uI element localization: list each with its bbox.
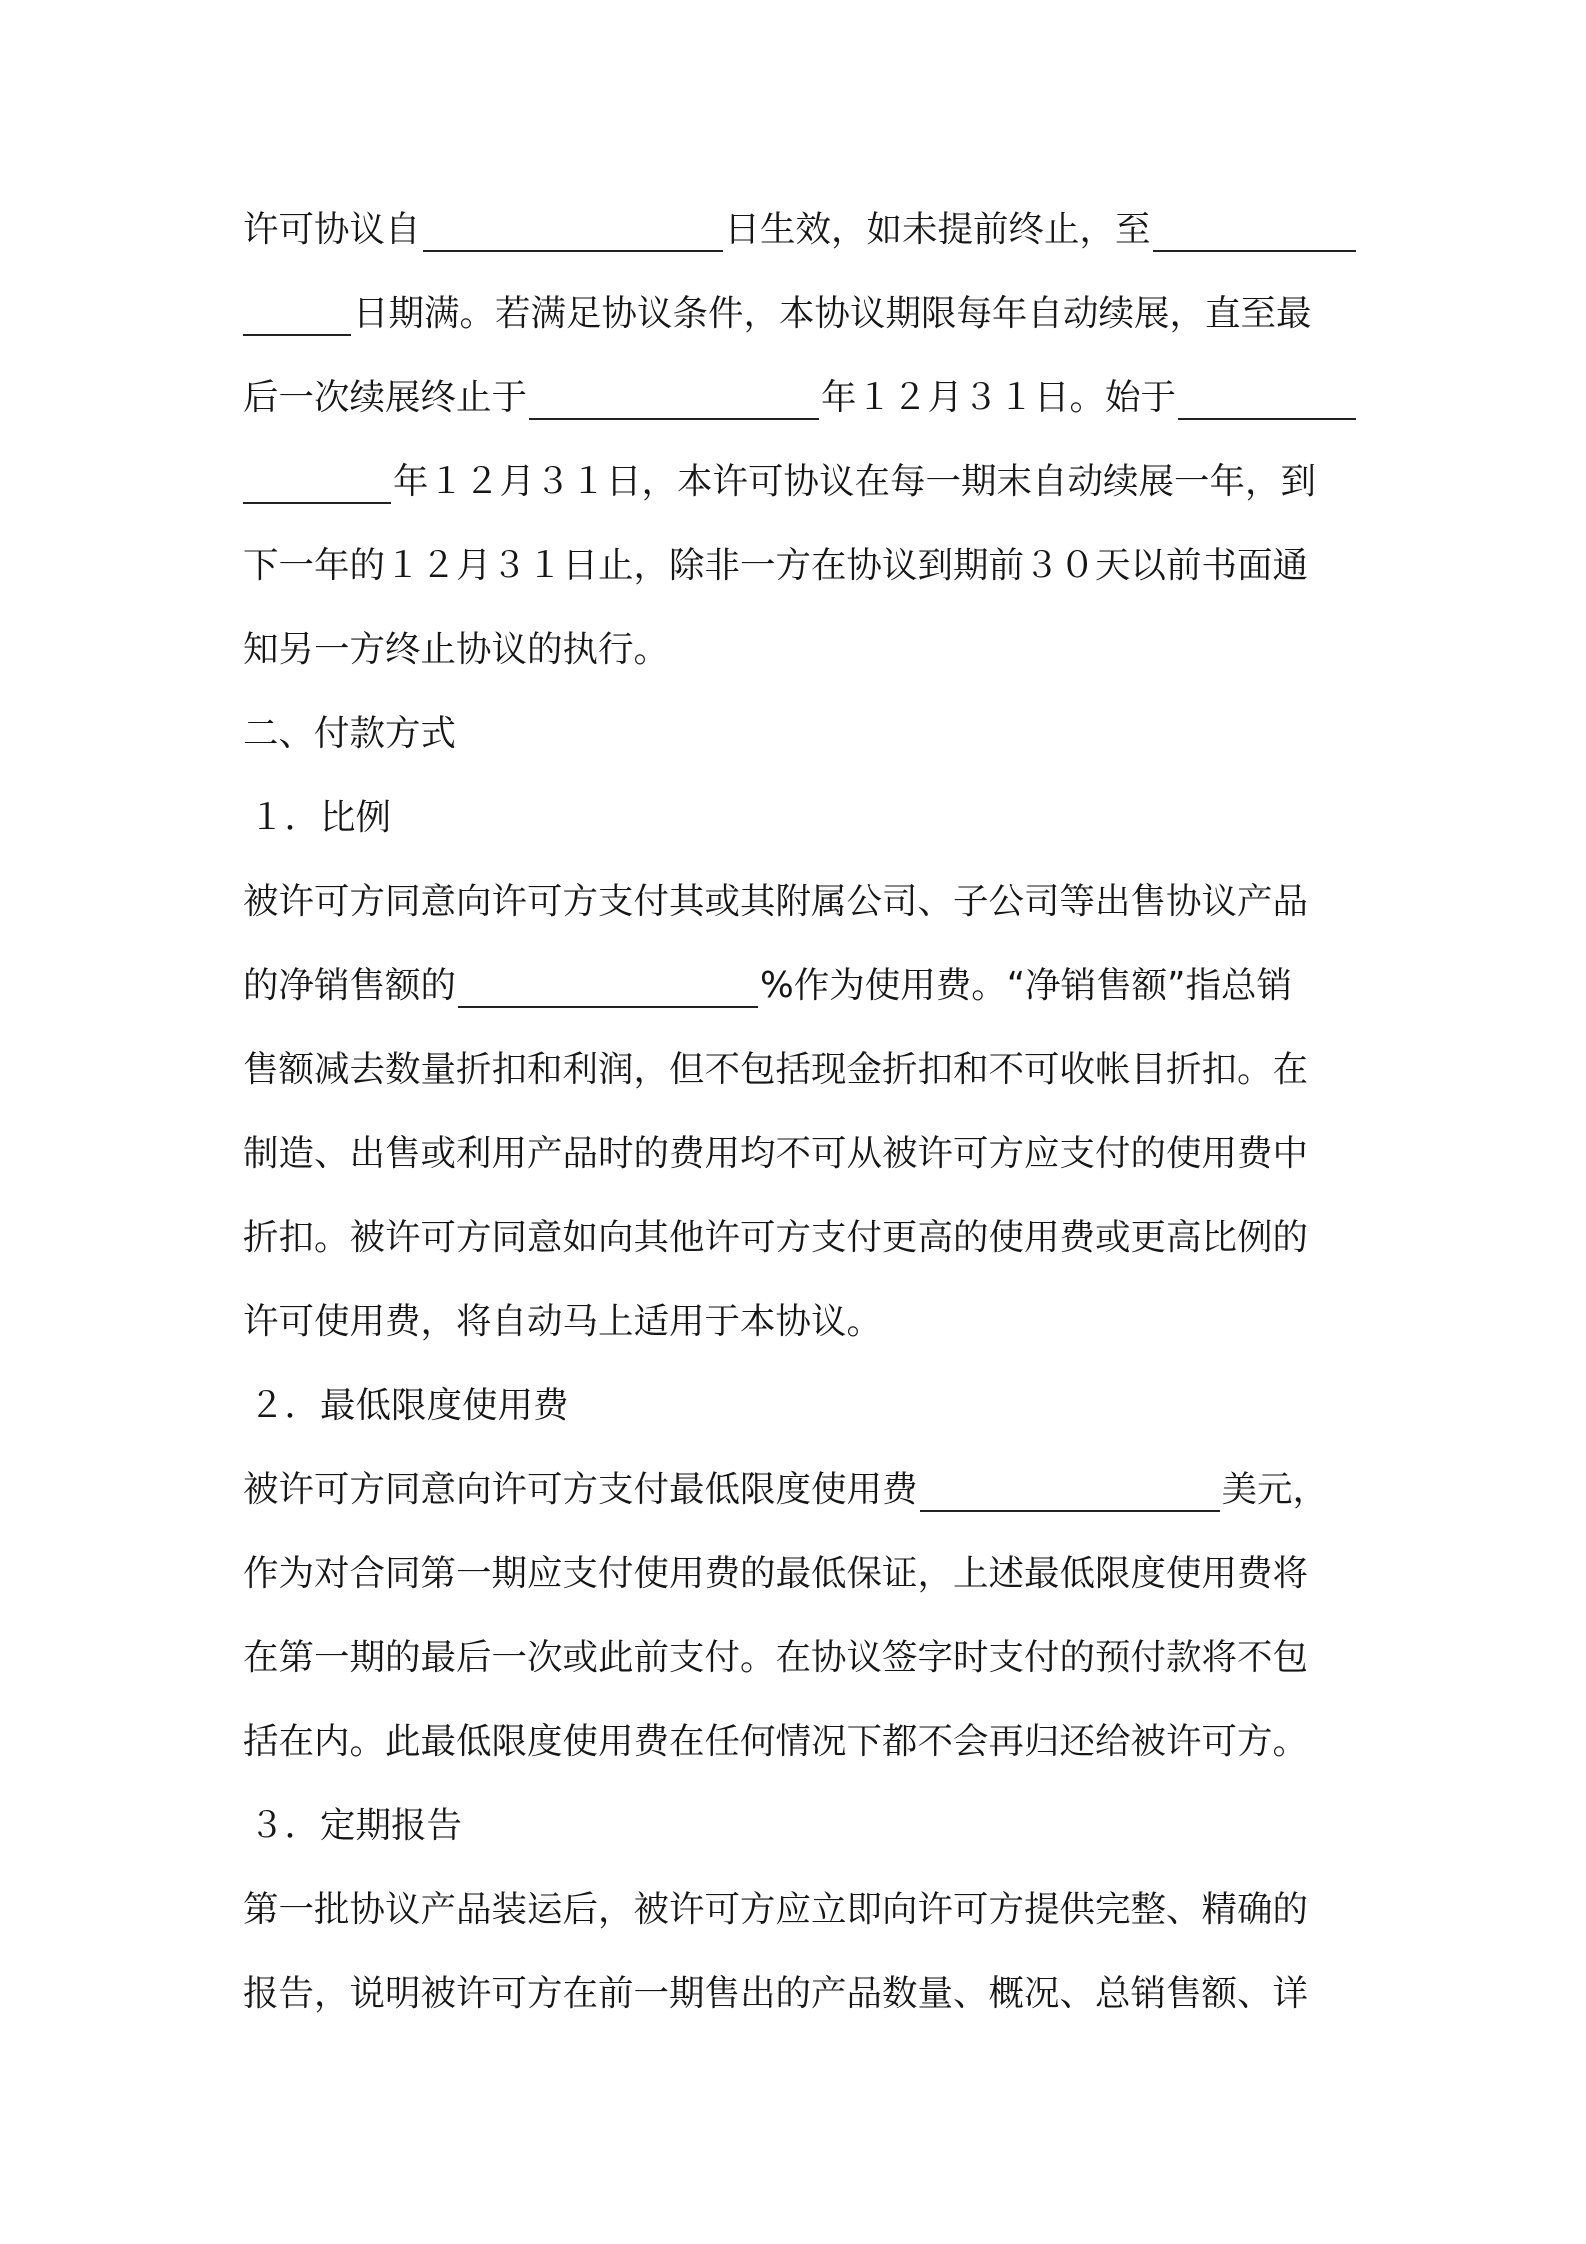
fill-blank-start-year-cont[interactable] [243,452,391,504]
text-line [243,1880,1358,1964]
text-line [243,536,1358,620]
text-line [243,452,1358,536]
text-segment: 在第一期的最后一次或此前支付。在协议签字时支付的预付款将不包 [243,1637,1309,1678]
fill-blank-end-date-cont[interactable] [243,284,351,336]
text-line [243,284,1358,368]
text-line [243,1544,1358,1628]
text-segment: 许可协议自 [243,209,421,250]
fill-blank-last-renewal-year[interactable] [529,368,819,420]
text-line [243,1628,1358,1712]
text-segment: 售额减去数量折扣和利润，但不包括现金折扣和不可收帐目折扣。在 [243,1049,1309,1090]
subsection-heading [243,1376,1358,1460]
text-segment: 折扣。被许可方同意如向其他许可方支付更高的使用费或更高比例的 [243,1217,1309,1258]
text-segment: 日期满。若满足协议条件，本协议期限每年自动续展，直至最 [353,293,1312,334]
fill-blank-effective-date[interactable] [423,200,723,252]
text-segment: １．比例 [249,797,392,838]
subsection-heading [243,788,1358,872]
text-segment: %作为使用费。“净销售额”指总销 [760,965,1293,1006]
text-segment: 的净销售额的 [243,965,457,1006]
text-line [243,200,1358,284]
text-line [243,956,1358,1040]
fill-blank-end-date[interactable] [1153,200,1356,252]
text-segment: ３．定期报告 [249,1805,463,1846]
fill-blank-royalty-percent[interactable] [458,956,758,1008]
text-segment: 被许可方同意向许可方支付其或其附属公司、子公司等出售协议产品 [243,881,1309,922]
document-page [243,200,1358,2048]
text-line [243,1208,1358,1292]
text-segment: 第一批协议产品装运后，被许可方应立即向许可方提供完整、精确的 [243,1889,1309,1930]
text-line [243,1964,1358,2048]
text-segment: ２．最低限度使用费 [249,1385,569,1426]
text-line [243,1124,1358,1208]
text-segment: 二、付款方式 [243,713,457,754]
text-line [243,872,1358,956]
text-segment: 许可使用费，将自动马上适用于本协议。 [243,1301,883,1342]
text-segment: 括在内。此最低限度使用费在任何情况下都不会再归还给被许可方。 [243,1721,1309,1762]
text-segment: 作为对合同第一期应支付使用费的最低保证，上述最低限度使用费将 [243,1553,1309,1594]
section-heading [243,704,1358,788]
text-segment: 年１２月３１日。始于 [821,377,1177,418]
text-line [243,1712,1358,1796]
text-line [243,1040,1358,1124]
fill-blank-minimum-royalty[interactable] [920,1460,1220,1512]
text-line [243,620,1358,704]
text-segment: 美元， [1221,1469,1329,1510]
fill-blank-start-year[interactable] [1178,368,1356,420]
text-segment: 被许可方同意向许可方支付最低限度使用费 [243,1469,918,1510]
text-line [243,1292,1358,1376]
text-segment: 制造、出售或利用产品时的费用均不可从被许可方应支付的使用费中 [243,1133,1309,1174]
text-segment: 年１２月３１日，本许可协议在每一期末自动续展一年，到 [393,461,1317,502]
text-segment: 后一次续展终止于 [243,377,528,418]
text-segment: 下一年的１２月３１日止，除非一方在协议到期前３０天以前书面通 [243,545,1309,586]
text-segment: 日生效，如未提前终止，至 [724,209,1151,250]
text-segment: 报告，说明被许可方在前一期售出的产品数量、概况、总销售额、详 [243,1973,1309,2014]
text-segment: 知另一方终止协议的执行。 [243,629,670,670]
text-line [243,1460,1358,1544]
text-line [243,368,1358,452]
subsection-heading [243,1796,1358,1880]
